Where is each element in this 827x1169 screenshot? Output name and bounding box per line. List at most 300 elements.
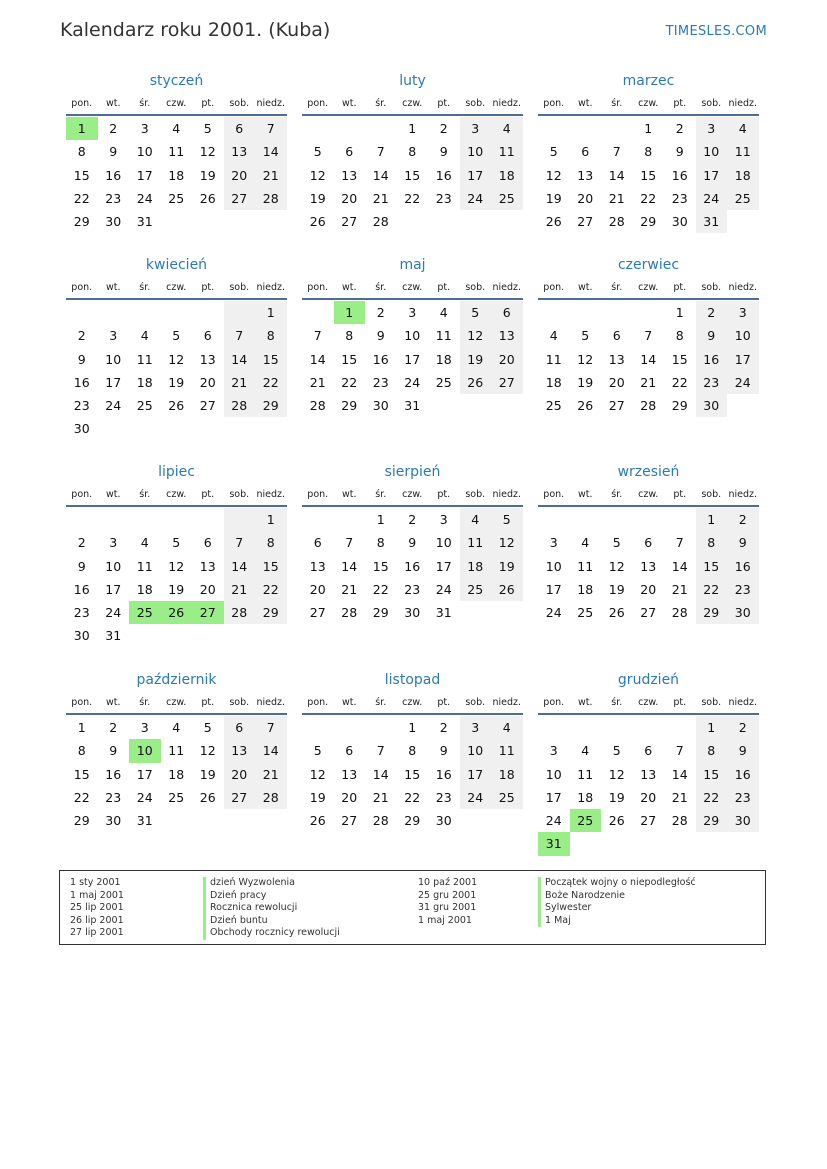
day-cell: 20 xyxy=(640,581,657,597)
day-cell: 26 xyxy=(161,601,193,624)
day-cell: 21 xyxy=(224,578,256,601)
day-cell: 16 xyxy=(671,167,688,183)
day-cell: 16 xyxy=(404,558,421,574)
day-cell: 14 xyxy=(608,167,625,183)
weekday-label: pt. xyxy=(201,697,215,708)
weekday-label: niedz. xyxy=(728,489,758,500)
day-cell: 31 xyxy=(136,214,153,230)
day-cell: 6 xyxy=(491,301,523,324)
day-cell: 29 xyxy=(341,398,358,414)
day-grid xyxy=(302,716,523,832)
day-cell: 18 xyxy=(577,789,594,805)
day-cell: 13 xyxy=(491,324,523,347)
day-cell: 26 xyxy=(199,190,216,206)
day-cell: 9 xyxy=(109,144,118,160)
day-cell: 18 xyxy=(460,555,492,578)
empty-day-cell xyxy=(491,809,523,832)
weekday-label: pt. xyxy=(201,98,215,109)
weekday-label: pt. xyxy=(201,489,215,500)
day-cell: 23 xyxy=(73,605,90,621)
day-cell: 21 xyxy=(671,789,688,805)
day-cell: 24 xyxy=(435,581,452,597)
empty-day-cell xyxy=(98,417,130,440)
day-cell: 14 xyxy=(255,739,287,762)
day-cell: 5 xyxy=(491,508,523,531)
day-cell: 27 xyxy=(309,605,326,621)
weekday-label: pon. xyxy=(543,282,565,293)
day-cell: 22 xyxy=(255,578,287,601)
empty-day-cell xyxy=(129,301,161,324)
legend-dates-col-2 xyxy=(418,877,477,927)
day-grid xyxy=(302,117,523,233)
day-cell: 26 xyxy=(608,813,625,829)
day-cell: 17 xyxy=(460,763,492,786)
day-cell: 24 xyxy=(545,605,562,621)
day-cell: 10 xyxy=(435,535,452,551)
day-cell: 25 xyxy=(577,605,594,621)
day-cell: 7 xyxy=(675,743,684,759)
holiday-name: Obchody rocznicy rewolucji xyxy=(203,927,340,940)
empty-day-cell xyxy=(696,832,728,855)
weekday-label: wt. xyxy=(577,282,593,293)
month-name: wrzesień xyxy=(617,464,680,480)
day-cell: 1 xyxy=(376,512,385,527)
day-cell: 27 xyxy=(640,605,657,621)
day-cell: 28 xyxy=(608,214,625,230)
day-cell: 8 xyxy=(696,531,728,554)
day-cell: 7 xyxy=(376,743,385,759)
day-cell: 17 xyxy=(727,348,759,371)
day-cell: 11 xyxy=(136,558,153,574)
day-cell: 15 xyxy=(255,348,287,371)
day-cell: 28 xyxy=(224,601,256,624)
empty-day-cell xyxy=(633,508,665,531)
day-cell: 11 xyxy=(460,531,492,554)
holiday-date: 31 gru 2001 xyxy=(418,902,477,913)
day-cell: 1 xyxy=(675,305,684,320)
day-cell: 6 xyxy=(345,743,354,759)
day-cell: 17 xyxy=(105,581,122,597)
day-cell: 21 xyxy=(372,190,389,206)
day-cell: 10 xyxy=(545,558,562,574)
day-cell: 9 xyxy=(727,531,759,554)
weekday-header xyxy=(66,693,287,715)
empty-day-cell xyxy=(224,508,256,531)
day-cell: 5 xyxy=(313,144,322,160)
empty-day-cell xyxy=(161,417,193,440)
weekday-header xyxy=(538,94,759,116)
weekday-header xyxy=(302,693,523,715)
day-cell: 13 xyxy=(224,739,256,762)
day-cell: 4 xyxy=(140,535,149,551)
day-cell: 28 xyxy=(640,398,657,414)
weekday-label: śr. xyxy=(375,98,387,109)
day-cell: 24 xyxy=(696,187,728,210)
empty-day-cell xyxy=(601,716,633,739)
weekday-label: czw. xyxy=(638,282,659,293)
holiday-date: 26 lip 2001 xyxy=(70,914,124,926)
month-6 xyxy=(538,252,759,417)
weekday-header xyxy=(302,485,523,507)
day-cell: 27 xyxy=(577,214,594,230)
empty-day-cell xyxy=(192,508,224,531)
day-cell: 31 xyxy=(105,628,122,644)
day-cell: 12 xyxy=(168,351,185,367)
site-link[interactable]: TIMESLES.COM xyxy=(665,24,767,39)
day-cell: 12 xyxy=(608,766,625,782)
day-cell: 29 xyxy=(255,394,287,417)
day-cell: 11 xyxy=(545,351,562,367)
day-cell: 30 xyxy=(696,394,728,417)
day-cell: 13 xyxy=(640,558,657,574)
day-cell: 16 xyxy=(696,348,728,371)
month-name: luty xyxy=(399,73,426,89)
day-cell: 9 xyxy=(109,743,118,759)
day-cell: 12 xyxy=(577,351,594,367)
day-cell: 11 xyxy=(168,743,185,759)
day-cell: 27 xyxy=(640,813,657,829)
empty-day-cell xyxy=(161,301,193,324)
empty-day-cell xyxy=(334,117,366,140)
day-cell: 1 xyxy=(644,121,653,136)
day-cell: 20 xyxy=(491,348,523,371)
empty-day-cell xyxy=(192,624,224,647)
day-cell: 30 xyxy=(105,813,122,829)
weekday-label: wt. xyxy=(341,697,357,708)
empty-day-cell xyxy=(397,210,429,233)
day-grid xyxy=(538,716,759,856)
day-cell: 26 xyxy=(199,789,216,805)
holiday-name: Boże Narodzenie xyxy=(538,890,696,903)
day-cell: 14 xyxy=(671,558,688,574)
weekday-label: czw. xyxy=(166,98,187,109)
empty-day-cell xyxy=(460,394,492,417)
day-grid xyxy=(302,301,523,417)
day-cell: 2 xyxy=(109,720,118,735)
weekday-label: czw. xyxy=(166,489,187,500)
day-cell: 18 xyxy=(577,581,594,597)
weekday-label: sob. xyxy=(701,697,722,708)
day-cell: 21 xyxy=(309,374,326,390)
weekday-label: śr. xyxy=(611,98,623,109)
month-name: kwiecień xyxy=(145,257,208,273)
day-cell: 30 xyxy=(727,601,759,624)
day-grid xyxy=(538,508,759,624)
day-cell: 22 xyxy=(255,371,287,394)
day-cell: 5 xyxy=(203,121,212,136)
day-cell: 24 xyxy=(460,786,492,809)
day-grid xyxy=(66,508,287,648)
day-cell: 16 xyxy=(435,167,452,183)
day-cell: 16 xyxy=(73,374,90,390)
empty-day-cell xyxy=(66,301,98,324)
day-cell: 18 xyxy=(136,374,153,390)
day-cell: 20 xyxy=(577,190,594,206)
day-cell: 15 xyxy=(404,167,421,183)
empty-day-cell xyxy=(161,508,193,531)
day-cell: 5 xyxy=(612,743,621,759)
day-cell: 24 xyxy=(545,813,562,829)
month-name: maj xyxy=(399,257,426,273)
weekday-label: pt. xyxy=(437,98,451,109)
day-cell: 28 xyxy=(341,605,358,621)
day-cell: 17 xyxy=(460,164,492,187)
empty-day-cell xyxy=(538,301,570,324)
day-grid xyxy=(538,301,759,417)
day-cell: 1 xyxy=(66,117,98,140)
day-cell: 6 xyxy=(203,535,212,551)
month-7 xyxy=(66,459,287,648)
empty-day-cell xyxy=(192,809,224,832)
day-cell: 22 xyxy=(696,578,728,601)
empty-day-cell xyxy=(255,624,287,647)
weekday-label: pt. xyxy=(437,697,451,708)
day-cell: 29 xyxy=(372,605,389,621)
day-cell: 26 xyxy=(460,371,492,394)
day-cell: 26 xyxy=(608,605,625,621)
holiday-date: 10 paź 2001 xyxy=(418,877,478,888)
day-cell: 11 xyxy=(577,766,594,782)
day-cell: 23 xyxy=(105,190,122,206)
day-cell: 21 xyxy=(671,581,688,597)
weekday-label: pt. xyxy=(437,282,451,293)
day-cell: 9 xyxy=(696,324,728,347)
weekday-label: wt. xyxy=(105,697,121,708)
day-cell: 6 xyxy=(581,144,590,160)
day-cell: 23 xyxy=(435,190,452,206)
day-cell: 12 xyxy=(491,531,523,554)
page-title: Kalendarz roku 2001. (Kuba) xyxy=(60,19,331,41)
day-cell: 22 xyxy=(73,190,90,206)
weekday-header xyxy=(66,485,287,507)
day-cell: 8 xyxy=(255,531,287,554)
day-cell: 14 xyxy=(341,558,358,574)
day-cell: 7 xyxy=(255,716,287,739)
empty-day-cell xyxy=(633,301,665,324)
day-cell: 9 xyxy=(376,328,385,344)
day-cell: 2 xyxy=(109,121,118,136)
empty-day-cell xyxy=(302,508,334,531)
day-cell: 2 xyxy=(696,301,728,324)
day-cell: 15 xyxy=(341,351,358,367)
day-cell: 21 xyxy=(608,190,625,206)
empty-day-cell xyxy=(365,716,397,739)
day-cell: 18 xyxy=(168,766,185,782)
day-cell: 3 xyxy=(460,716,492,739)
day-cell: 16 xyxy=(727,763,759,786)
day-cell: 7 xyxy=(224,324,256,347)
day-cell: 20 xyxy=(224,763,256,786)
empty-day-cell xyxy=(129,508,161,531)
day-cell: 27 xyxy=(224,187,256,210)
day-cell: 6 xyxy=(203,328,212,344)
day-cell: 6 xyxy=(224,716,256,739)
empty-day-cell xyxy=(161,809,193,832)
month-name: lipiec xyxy=(158,464,195,480)
day-cell: 15 xyxy=(73,167,90,183)
weekday-header xyxy=(302,94,523,116)
weekday-label: niedz. xyxy=(256,98,286,109)
day-cell: 31 xyxy=(435,605,452,621)
empty-day-cell xyxy=(192,417,224,440)
day-cell: 19 xyxy=(577,374,594,390)
weekday-label: śr. xyxy=(611,282,623,293)
day-cell: 21 xyxy=(255,763,287,786)
weekday-label: pt. xyxy=(437,489,451,500)
day-cell: 9 xyxy=(439,144,448,160)
day-cell: 16 xyxy=(372,351,389,367)
day-cell: 24 xyxy=(136,789,153,805)
day-cell: 20 xyxy=(199,374,216,390)
day-cell: 9 xyxy=(408,535,417,551)
empty-day-cell xyxy=(570,716,602,739)
day-cell: 29 xyxy=(671,398,688,414)
weekday-label: pt. xyxy=(673,282,687,293)
day-cell: 2 xyxy=(77,328,86,344)
month-name: marzec xyxy=(622,73,675,89)
day-cell: 8 xyxy=(77,144,86,160)
weekday-label: śr. xyxy=(611,489,623,500)
day-cell: 17 xyxy=(404,351,421,367)
holiday-date: 25 lip 2001 xyxy=(70,902,124,913)
day-cell: 5 xyxy=(172,328,181,344)
day-cell: 25 xyxy=(545,398,562,414)
day-cell: 18 xyxy=(727,164,759,187)
day-cell: 30 xyxy=(372,398,389,414)
day-cell: 6 xyxy=(224,117,256,140)
day-cell: 19 xyxy=(608,789,625,805)
day-cell: 29 xyxy=(73,813,90,829)
empty-day-cell xyxy=(460,210,492,233)
empty-day-cell xyxy=(66,508,98,531)
day-cell: 7 xyxy=(376,144,385,160)
weekday-label: pon. xyxy=(71,282,93,293)
day-cell: 21 xyxy=(372,789,389,805)
day-cell: 27 xyxy=(199,398,216,414)
day-cell: 7 xyxy=(644,328,653,344)
legend-names-col-2 xyxy=(538,877,696,927)
day-cell: 18 xyxy=(491,763,523,786)
empty-day-cell xyxy=(224,301,256,324)
day-cell: 4 xyxy=(172,720,181,735)
holiday-name: Dzień pracy xyxy=(203,890,340,903)
day-cell: 27 xyxy=(192,601,224,624)
day-cell: 28 xyxy=(671,813,688,829)
day-cell: 25 xyxy=(491,187,523,210)
empty-day-cell xyxy=(538,117,570,140)
weekday-label: niedz. xyxy=(492,489,522,500)
day-cell: 18 xyxy=(545,374,562,390)
day-cell: 22 xyxy=(372,581,389,597)
day-cell: 15 xyxy=(73,766,90,782)
empty-day-cell xyxy=(491,394,523,417)
day-cell: 28 xyxy=(372,813,389,829)
day-cell: 28 xyxy=(255,187,287,210)
day-cell: 9 xyxy=(77,558,86,574)
weekday-label: wt. xyxy=(341,282,357,293)
day-cell: 15 xyxy=(640,167,657,183)
day-cell: 19 xyxy=(309,190,326,206)
day-cell: 10 xyxy=(129,739,161,762)
legend-names-col-1 xyxy=(203,877,340,940)
empty-day-cell xyxy=(129,417,161,440)
day-cell: 5 xyxy=(549,144,558,160)
day-cell: 22 xyxy=(671,374,688,390)
day-cell: 8 xyxy=(408,144,417,160)
day-cell: 27 xyxy=(341,214,358,230)
day-cell: 22 xyxy=(341,374,358,390)
day-cell: 17 xyxy=(435,558,452,574)
day-cell: 17 xyxy=(545,581,562,597)
day-cell: 14 xyxy=(224,555,256,578)
empty-day-cell xyxy=(601,508,633,531)
day-cell: 19 xyxy=(168,581,185,597)
empty-day-cell xyxy=(161,210,193,233)
day-cell: 25 xyxy=(727,187,759,210)
day-cell: 28 xyxy=(671,605,688,621)
day-cell: 4 xyxy=(460,508,492,531)
day-cell: 25 xyxy=(491,786,523,809)
day-cell: 26 xyxy=(168,398,185,414)
day-cell: 13 xyxy=(199,558,216,574)
legend-dates-col-1 xyxy=(70,877,124,940)
day-cell: 19 xyxy=(309,789,326,805)
day-cell: 15 xyxy=(671,351,688,367)
day-cell: 14 xyxy=(671,766,688,782)
weekday-label: wt. xyxy=(341,98,357,109)
day-cell: 6 xyxy=(644,535,653,551)
empty-day-cell xyxy=(633,716,665,739)
weekday-label: pt. xyxy=(673,489,687,500)
day-cell: 22 xyxy=(73,789,90,805)
day-grid xyxy=(66,301,287,441)
day-cell: 31 xyxy=(696,210,728,233)
day-cell: 16 xyxy=(727,555,759,578)
day-cell: 3 xyxy=(109,328,118,344)
holiday-name: Rocznica rewolucji xyxy=(203,902,340,915)
weekday-label: wt. xyxy=(341,489,357,500)
weekday-label: sob. xyxy=(701,489,722,500)
day-cell: 1 xyxy=(255,508,287,531)
weekday-label: sob. xyxy=(465,282,486,293)
day-cell: 28 xyxy=(224,394,256,417)
holiday-date: 1 maj 2001 xyxy=(418,914,472,926)
day-cell: 8 xyxy=(675,328,684,344)
day-cell: 3 xyxy=(549,535,558,551)
day-cell: 24 xyxy=(727,371,759,394)
day-cell: 19 xyxy=(460,348,492,371)
weekday-label: sob. xyxy=(229,697,250,708)
empty-day-cell xyxy=(224,809,256,832)
holiday-date: 1 maj 2001 xyxy=(70,889,124,901)
holiday-name: 1 Maj xyxy=(538,915,696,928)
weekday-label: wt. xyxy=(105,98,121,109)
weekday-label: pon. xyxy=(543,489,565,500)
day-cell: 2 xyxy=(727,508,759,531)
day-cell: 3 xyxy=(549,743,558,759)
day-cell: 29 xyxy=(255,601,287,624)
day-cell: 20 xyxy=(309,581,326,597)
day-cell: 2 xyxy=(77,535,86,551)
holiday-name: Dzień buntu xyxy=(203,915,340,928)
weekday-label: śr. xyxy=(139,282,151,293)
month-11 xyxy=(302,667,523,832)
day-cell: 16 xyxy=(105,766,122,782)
empty-day-cell xyxy=(428,394,460,417)
weekday-label: wt. xyxy=(577,489,593,500)
day-cell: 5 xyxy=(172,535,181,551)
day-cell: 12 xyxy=(309,766,326,782)
